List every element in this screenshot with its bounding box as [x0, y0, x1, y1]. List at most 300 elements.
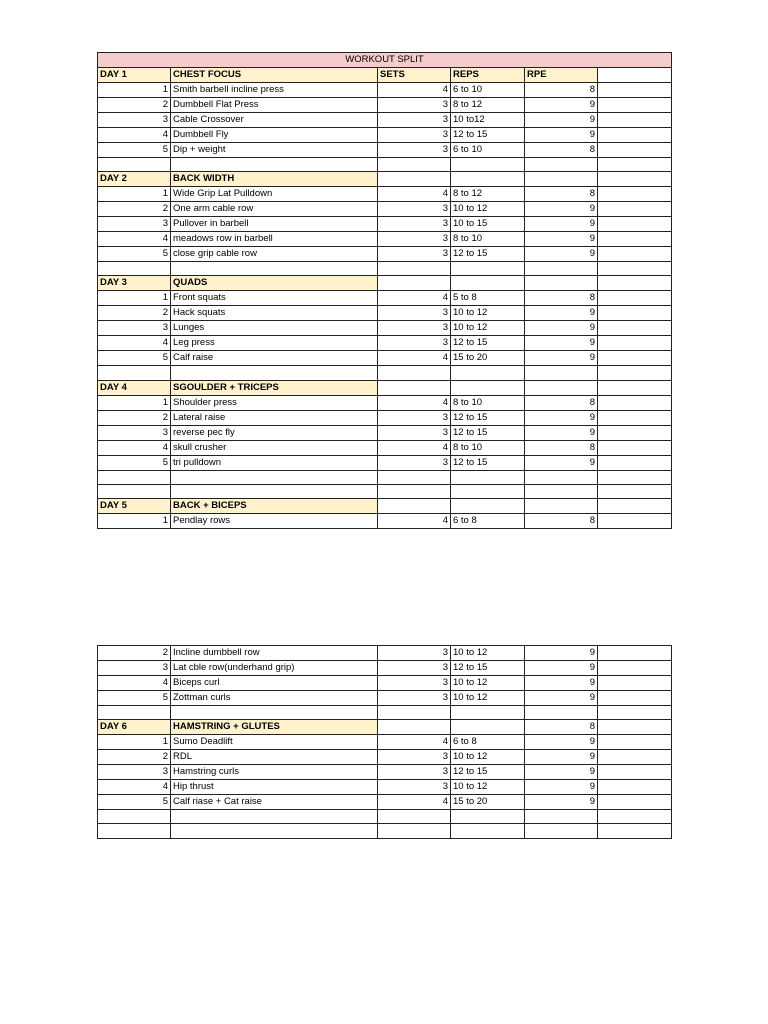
empty-cell[interactable]: [451, 720, 525, 735]
exercise-rpe[interactable]: 9: [525, 321, 598, 336]
exercise-row: [98, 83, 672, 98]
exercise-name[interactable]: Biceps curl: [171, 676, 378, 691]
day-focus[interactable]: QUADS: [171, 276, 378, 291]
exercise-name[interactable]: Pendlay rows: [171, 513, 378, 528]
exercise-row: [98, 661, 672, 676]
day-label[interactable]: DAY 5: [98, 498, 171, 513]
exercise-reps[interactable]: 8 to 10: [451, 395, 525, 410]
exercise-name[interactable]: Sumo Deadlift: [171, 735, 378, 750]
empty-cell[interactable]: [451, 172, 525, 187]
exercise-number[interactable]: 3: [98, 217, 171, 232]
reps-header[interactable]: REPS: [451, 68, 525, 83]
exercise-rpe[interactable]: 9: [525, 795, 598, 810]
exercise-sets[interactable]: 4: [378, 735, 451, 750]
exercise-sets[interactable]: 4: [378, 513, 451, 528]
exercise-reps[interactable]: 12 to 15: [451, 661, 525, 676]
exercise-reps[interactable]: 8 to 12: [451, 187, 525, 202]
empty-cell[interactable]: [598, 351, 672, 366]
exercise-reps[interactable]: 12 to 15: [451, 765, 525, 780]
exercise-rpe[interactable]: 9: [525, 247, 598, 262]
exercise-number[interactable]: 1: [98, 291, 171, 306]
exercise-sets[interactable]: 3: [378, 232, 451, 247]
exercise-reps[interactable]: 12 to 15: [451, 247, 525, 262]
exercise-rpe[interactable]: 9: [525, 410, 598, 425]
exercise-name[interactable]: reverse pec fly: [171, 425, 378, 440]
empty-cell[interactable]: [525, 706, 598, 720]
empty-cell[interactable]: [598, 395, 672, 410]
empty-cell[interactable]: [378, 262, 451, 276]
day-focus[interactable]: SGOULDER + TRICEPS: [171, 380, 378, 395]
empty-cell[interactable]: [598, 661, 672, 676]
empty-cell[interactable]: [598, 410, 672, 425]
exercise-rpe[interactable]: 9: [525, 232, 598, 247]
exercise-name[interactable]: Wide Grip Lat Pulldown: [171, 187, 378, 202]
empty-cell[interactable]: [598, 513, 672, 528]
exercise-sets[interactable]: 4: [378, 395, 451, 410]
exercise-rpe[interactable]: 8: [525, 187, 598, 202]
empty-cell[interactable]: [451, 380, 525, 395]
day-rpe[interactable]: 8: [525, 720, 598, 735]
exercise-name[interactable]: Zottman curls: [171, 691, 378, 706]
empty-cell[interactable]: [598, 291, 672, 306]
day-header-row: [98, 68, 672, 83]
empty-cell[interactable]: [598, 455, 672, 470]
day-header-row: [98, 276, 672, 291]
exercise-sets[interactable]: 3: [378, 306, 451, 321]
empty-cell[interactable]: [598, 735, 672, 750]
empty-cell[interactable]: [451, 276, 525, 291]
empty-cell[interactable]: [598, 98, 672, 113]
empty-cell[interactable]: [598, 306, 672, 321]
exercise-number[interactable]: 1: [98, 395, 171, 410]
exercise-name[interactable]: Front squats: [171, 291, 378, 306]
exercise-number[interactable]: 1: [98, 83, 171, 98]
exercise-sets[interactable]: 3: [378, 765, 451, 780]
workout-table-page-1: [97, 52, 672, 529]
empty-cell[interactable]: [171, 366, 378, 380]
exercise-row: [98, 691, 672, 706]
exercise-sets[interactable]: 3: [378, 336, 451, 351]
empty-cell[interactable]: [378, 810, 451, 824]
exercise-reps[interactable]: 12 to 15: [451, 425, 525, 440]
empty-cell[interactable]: [451, 366, 525, 380]
empty-cell[interactable]: [451, 158, 525, 172]
empty-cell[interactable]: [378, 484, 451, 498]
exercise-name[interactable]: Incline dumbbell row: [171, 646, 378, 661]
day-focus[interactable]: HAMSTRING + GLUTES: [171, 720, 378, 735]
exercise-number[interactable]: 1: [98, 513, 171, 528]
exercise-row: [98, 202, 672, 217]
empty-cell[interactable]: [598, 780, 672, 795]
exercise-row: [98, 735, 672, 750]
day-rpe[interactable]: [525, 276, 598, 291]
exercise-reps[interactable]: 10 to 15: [451, 217, 525, 232]
exercise-number[interactable]: 2: [98, 410, 171, 425]
exercise-name[interactable]: Leg press: [171, 336, 378, 351]
empty-cell[interactable]: [525, 262, 598, 276]
empty-cell[interactable]: [598, 336, 672, 351]
exercise-name[interactable]: One arm cable row: [171, 202, 378, 217]
exercise-number[interactable]: 2: [98, 750, 171, 765]
empty-cell[interactable]: [378, 380, 451, 395]
exercise-sets[interactable]: 4: [378, 187, 451, 202]
exercise-reps[interactable]: 12 to 15: [451, 336, 525, 351]
empty-cell[interactable]: [525, 824, 598, 838]
exercise-row: [98, 440, 672, 455]
empty-cell[interactable]: [598, 321, 672, 336]
empty-cell[interactable]: [598, 425, 672, 440]
day-header-row: [98, 172, 672, 187]
exercise-reps[interactable]: 15 to 20: [451, 351, 525, 366]
empty-cell[interactable]: [598, 158, 672, 172]
exercise-number[interactable]: 1: [98, 735, 171, 750]
exercise-name[interactable]: Smith barbell incline press: [171, 83, 378, 98]
empty-cell[interactable]: [171, 158, 378, 172]
exercise-sets[interactable]: 3: [378, 247, 451, 262]
empty-cell[interactable]: [598, 232, 672, 247]
exercise-sets[interactable]: 3: [378, 128, 451, 143]
exercise-rpe[interactable]: 9: [525, 661, 598, 676]
empty-cell[interactable]: [598, 276, 672, 291]
exercise-rpe[interactable]: 9: [525, 676, 598, 691]
day-label[interactable]: DAY 6: [98, 720, 171, 735]
exercise-rpe[interactable]: 9: [525, 306, 598, 321]
exercise-name[interactable]: Pullover in barbell: [171, 217, 378, 232]
exercise-rpe[interactable]: 9: [525, 98, 598, 113]
exercise-number[interactable]: 3: [98, 113, 171, 128]
exercise-number[interactable]: 4: [98, 128, 171, 143]
empty-cell[interactable]: [98, 824, 171, 838]
blank-row: [98, 262, 672, 276]
exercise-reps[interactable]: 8 to 10: [451, 440, 525, 455]
exercise-reps[interactable]: 8 to 12: [451, 98, 525, 113]
empty-cell[interactable]: [171, 810, 378, 824]
day-label[interactable]: DAY 1: [98, 68, 171, 83]
exercise-rpe[interactable]: 8: [525, 395, 598, 410]
empty-cell[interactable]: [598, 217, 672, 232]
exercise-row: [98, 646, 672, 661]
empty-cell[interactable]: [598, 247, 672, 262]
empty-cell[interactable]: [98, 810, 171, 824]
empty-cell[interactable]: [378, 158, 451, 172]
empty-cell[interactable]: [451, 470, 525, 484]
day-focus[interactable]: BACK + BICEPS: [171, 498, 378, 513]
exercise-reps[interactable]: 6 to 10: [451, 83, 525, 98]
exercise-rpe[interactable]: 9: [525, 336, 598, 351]
exercise-name[interactable]: close grip cable row: [171, 247, 378, 262]
empty-cell[interactable]: [171, 470, 378, 484]
exercise-row: [98, 336, 672, 351]
exercise-rpe[interactable]: 9: [525, 217, 598, 232]
exercise-name[interactable]: Shoulder press: [171, 395, 378, 410]
day-header-row: [98, 720, 672, 735]
empty-cell[interactable]: [451, 810, 525, 824]
exercise-sets[interactable]: 3: [378, 676, 451, 691]
exercise-row: [98, 765, 672, 780]
exercise-reps[interactable]: 10 to 12: [451, 646, 525, 661]
exercise-name[interactable]: Lateral raise: [171, 410, 378, 425]
empty-cell[interactable]: [525, 484, 598, 498]
exercise-number[interactable]: 5: [98, 795, 171, 810]
exercise-row: [98, 128, 672, 143]
empty-cell[interactable]: [98, 470, 171, 484]
day-rpe[interactable]: [525, 498, 598, 513]
sheet-title[interactable]: WORKOUT SPLIT: [98, 53, 672, 68]
exercise-sets[interactable]: 4: [378, 291, 451, 306]
exercise-reps[interactable]: 6 to 8: [451, 513, 525, 528]
empty-cell[interactable]: [378, 172, 451, 187]
exercise-sets[interactable]: 3: [378, 98, 451, 113]
empty-cell[interactable]: [598, 128, 672, 143]
exercise-number[interactable]: 4: [98, 440, 171, 455]
exercise-name[interactable]: Hamstring curls: [171, 765, 378, 780]
exercise-rpe[interactable]: 9: [525, 646, 598, 661]
empty-cell[interactable]: [598, 484, 672, 498]
exercise-sets[interactable]: 3: [378, 661, 451, 676]
exercise-number[interactable]: 5: [98, 143, 171, 158]
exercise-number[interactable]: 2: [98, 646, 171, 661]
exercise-name[interactable]: tri pulldown: [171, 455, 378, 470]
exercise-sets[interactable]: 4: [378, 440, 451, 455]
exercise-rpe[interactable]: 9: [525, 780, 598, 795]
empty-cell[interactable]: [598, 172, 672, 187]
empty-cell[interactable]: [451, 484, 525, 498]
exercise-reps[interactable]: 10 to 12: [451, 691, 525, 706]
exercise-name[interactable]: Hip thrust: [171, 780, 378, 795]
exercise-number[interactable]: 5: [98, 351, 171, 366]
exercise-row: [98, 676, 672, 691]
exercise-rpe[interactable]: 9: [525, 735, 598, 750]
empty-cell[interactable]: [171, 706, 378, 720]
empty-cell[interactable]: [171, 262, 378, 276]
exercise-rpe[interactable]: 8: [525, 513, 598, 528]
exercise-reps[interactable]: 6 to 10: [451, 143, 525, 158]
exercise-name[interactable]: Hack squats: [171, 306, 378, 321]
exercise-name[interactable]: meadows row in barbell: [171, 232, 378, 247]
exercise-rpe[interactable]: 9: [525, 113, 598, 128]
exercise-number[interactable]: 1: [98, 187, 171, 202]
exercise-row: [98, 780, 672, 795]
exercise-reps[interactable]: 6 to 8: [451, 735, 525, 750]
empty-cell[interactable]: [598, 795, 672, 810]
empty-cell[interactable]: [98, 484, 171, 498]
exercise-name[interactable]: Dumbbell Fly: [171, 128, 378, 143]
day-label[interactable]: DAY 4: [98, 380, 171, 395]
exercise-rpe[interactable]: 9: [525, 455, 598, 470]
exercise-row: [98, 187, 672, 202]
empty-cell[interactable]: [378, 706, 451, 720]
empty-cell[interactable]: [598, 202, 672, 217]
exercise-rpe[interactable]: 8: [525, 291, 598, 306]
empty-cell[interactable]: [598, 498, 672, 513]
exercise-sets[interactable]: 4: [378, 83, 451, 98]
exercise-number[interactable]: 3: [98, 425, 171, 440]
exercise-reps[interactable]: 5 to 8: [451, 291, 525, 306]
exercise-rpe[interactable]: 9: [525, 765, 598, 780]
exercise-row: [98, 513, 672, 528]
day-label[interactable]: DAY 2: [98, 172, 171, 187]
day-header-row: [98, 498, 672, 513]
exercise-sets[interactable]: 3: [378, 455, 451, 470]
day-label[interactable]: DAY 3: [98, 276, 171, 291]
exercise-row: [98, 750, 672, 765]
empty-cell[interactable]: [525, 810, 598, 824]
exercise-rpe[interactable]: 9: [525, 425, 598, 440]
exercise-name[interactable]: Calf raise: [171, 351, 378, 366]
exercise-sets[interactable]: 3: [378, 646, 451, 661]
exercise-name[interactable]: Dip + weight: [171, 143, 378, 158]
empty-cell[interactable]: [98, 366, 171, 380]
empty-cell[interactable]: [598, 646, 672, 661]
exercise-rpe[interactable]: 8: [525, 143, 598, 158]
exercise-row: [98, 143, 672, 158]
rpe-header[interactable]: RPE: [525, 68, 598, 83]
empty-cell[interactable]: [598, 380, 672, 395]
exercise-reps[interactable]: 10 to12: [451, 113, 525, 128]
empty-cell[interactable]: [598, 113, 672, 128]
empty-cell[interactable]: [525, 366, 598, 380]
empty-cell[interactable]: [378, 720, 451, 735]
empty-cell[interactable]: [598, 470, 672, 484]
exercise-rpe[interactable]: 9: [525, 691, 598, 706]
exercise-reps[interactable]: 10 to 12: [451, 780, 525, 795]
empty-cell[interactable]: [598, 824, 672, 838]
exercise-number[interactable]: 4: [98, 676, 171, 691]
empty-cell[interactable]: [171, 484, 378, 498]
day-rpe[interactable]: [525, 172, 598, 187]
empty-cell[interactable]: [525, 158, 598, 172]
empty-cell[interactable]: [378, 824, 451, 838]
exercise-reps[interactable]: 10 to 12: [451, 306, 525, 321]
exercise-number[interactable]: 5: [98, 247, 171, 262]
empty-cell[interactable]: [598, 262, 672, 276]
exercise-sets[interactable]: 3: [378, 113, 451, 128]
exercise-number[interactable]: 2: [98, 202, 171, 217]
exercise-reps[interactable]: 8 to 10: [451, 232, 525, 247]
exercise-sets[interactable]: 3: [378, 780, 451, 795]
exercise-sets[interactable]: 3: [378, 321, 451, 336]
empty-cell[interactable]: [378, 498, 451, 513]
blank-row: [98, 470, 672, 484]
empty-cell[interactable]: [598, 750, 672, 765]
exercise-sets[interactable]: 3: [378, 217, 451, 232]
exercise-sets[interactable]: 3: [378, 425, 451, 440]
workout-table-page-2: [97, 645, 672, 839]
empty-cell[interactable]: [598, 720, 672, 735]
blank-row: [98, 484, 672, 498]
exercise-name[interactable]: Dumbbell Flat Press: [171, 98, 378, 113]
day-header-row: [98, 380, 672, 395]
exercise-rpe[interactable]: 8: [525, 83, 598, 98]
exercise-number[interactable]: 5: [98, 455, 171, 470]
exercise-name[interactable]: RDL: [171, 750, 378, 765]
exercise-sets[interactable]: 3: [378, 750, 451, 765]
empty-cell[interactable]: [98, 158, 171, 172]
exercise-row: [98, 321, 672, 336]
exercise-row: [98, 291, 672, 306]
empty-cell[interactable]: [598, 83, 672, 98]
exercise-reps[interactable]: 12 to 15: [451, 128, 525, 143]
exercise-number[interactable]: 2: [98, 98, 171, 113]
empty-cell[interactable]: [451, 824, 525, 838]
exercise-number[interactable]: 3: [98, 765, 171, 780]
exercise-row: [98, 217, 672, 232]
empty-cell[interactable]: [451, 262, 525, 276]
blank-row: [98, 824, 672, 838]
exercise-sets[interactable]: 4: [378, 795, 451, 810]
empty-cell[interactable]: [171, 824, 378, 838]
exercise-rpe[interactable]: 9: [525, 128, 598, 143]
day-focus[interactable]: CHEST FOCUS: [171, 68, 378, 83]
empty-cell[interactable]: [378, 276, 451, 291]
exercise-name[interactable]: Calf riase + Cat raise: [171, 795, 378, 810]
blank-row: [98, 366, 672, 380]
exercise-sets[interactable]: 3: [378, 691, 451, 706]
exercise-number[interactable]: 4: [98, 780, 171, 795]
exercise-number[interactable]: 2: [98, 306, 171, 321]
empty-cell[interactable]: [598, 765, 672, 780]
exercise-number[interactable]: 3: [98, 321, 171, 336]
empty-cell[interactable]: [451, 706, 525, 720]
exercise-rpe[interactable]: 8: [525, 440, 598, 455]
empty-cell[interactable]: [598, 810, 672, 824]
exercise-number[interactable]: 5: [98, 691, 171, 706]
exercise-reps[interactable]: 12 to 15: [451, 410, 525, 425]
exercise-number[interactable]: 4: [98, 336, 171, 351]
day-rpe[interactable]: [525, 380, 598, 395]
exercise-sets[interactable]: 3: [378, 410, 451, 425]
exercise-name[interactable]: Cable Crossover: [171, 113, 378, 128]
exercise-number[interactable]: 3: [98, 661, 171, 676]
exercise-reps[interactable]: 10 to 12: [451, 321, 525, 336]
empty-cell[interactable]: [598, 187, 672, 202]
exercise-reps[interactable]: 15 to 20: [451, 795, 525, 810]
empty-cell[interactable]: [525, 470, 598, 484]
empty-cell[interactable]: [451, 498, 525, 513]
exercise-reps[interactable]: 10 to 12: [451, 202, 525, 217]
exercise-name[interactable]: skull crusher: [171, 440, 378, 455]
empty-cell[interactable]: [98, 262, 171, 276]
exercise-rpe[interactable]: 9: [525, 750, 598, 765]
exercise-reps[interactable]: 10 to 12: [451, 676, 525, 691]
sets-header[interactable]: SETS: [378, 68, 451, 83]
empty-cell[interactable]: [378, 470, 451, 484]
exercise-rpe[interactable]: 9: [525, 351, 598, 366]
empty-cell[interactable]: [598, 143, 672, 158]
empty-cell[interactable]: [598, 440, 672, 455]
exercise-sets[interactable]: 3: [378, 143, 451, 158]
blank-row: [98, 158, 672, 172]
exercise-sets[interactable]: 3: [378, 202, 451, 217]
exercise-rpe[interactable]: 9: [525, 202, 598, 217]
exercise-row: [98, 113, 672, 128]
exercise-reps[interactable]: 12 to 15: [451, 455, 525, 470]
empty-cell[interactable]: [98, 706, 171, 720]
empty-cell[interactable]: [598, 366, 672, 380]
exercise-name[interactable]: Lunges: [171, 321, 378, 336]
empty-cell[interactable]: [598, 676, 672, 691]
exercise-name[interactable]: Lat cble row(underhand grip): [171, 661, 378, 676]
exercise-row: [98, 425, 672, 440]
day-focus[interactable]: BACK WIDTH: [171, 172, 378, 187]
exercise-reps[interactable]: 10 to 12: [451, 750, 525, 765]
empty-cell[interactable]: [598, 691, 672, 706]
empty-cell[interactable]: [598, 706, 672, 720]
empty-cell[interactable]: [378, 366, 451, 380]
empty-cell[interactable]: [598, 68, 672, 83]
exercise-sets[interactable]: 4: [378, 351, 451, 366]
exercise-number[interactable]: 4: [98, 232, 171, 247]
